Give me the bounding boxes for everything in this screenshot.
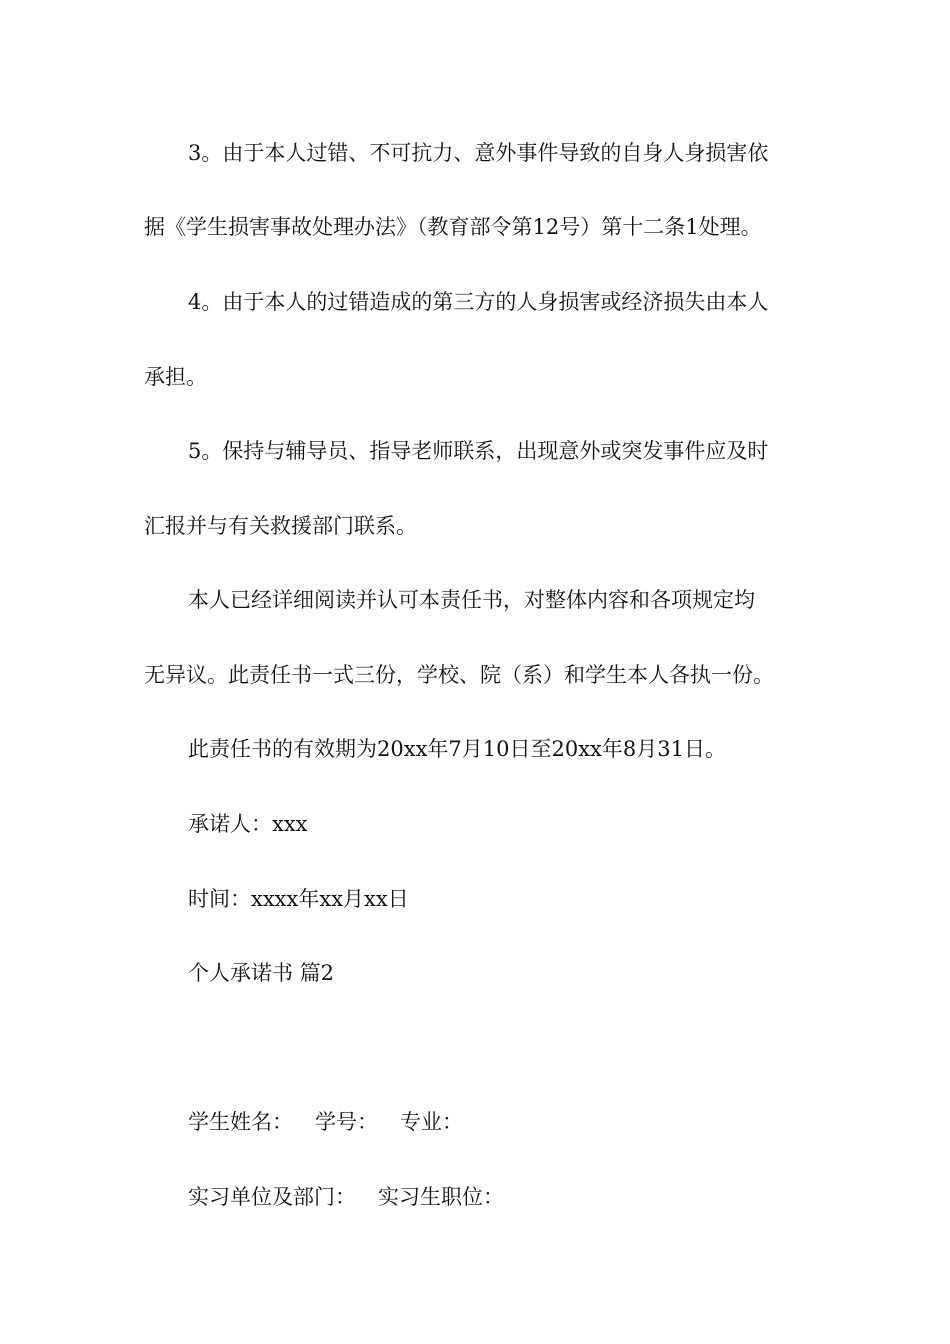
acknowledgement-line-1: 本人已经详细阅读并认可本责任书，对整体内容和各项规定均 bbox=[188, 588, 755, 612]
date-line: 时间：xxxx年xx月xx日 bbox=[188, 887, 409, 911]
paragraph-3-line-1: 3。由于本人过错、不可抗力、意外事件导致的自身人身损害依 bbox=[188, 141, 769, 165]
intern-position-label: 实习生职位： bbox=[378, 1185, 504, 1209]
promisor-line: 承诺人：xxx bbox=[188, 812, 308, 836]
student-id-label: 学号： bbox=[315, 1110, 378, 1134]
validity-period: 此责任书的有效期为20xx年7月10日至20xx年8月31日。 bbox=[188, 737, 726, 761]
paragraph-5-line-2: 汇报并与有关救援部门联系。 bbox=[144, 514, 417, 538]
student-info-row bbox=[0, 1108, 950, 1136]
paragraph-5-line-1: 5。保持与辅导员、指导老师联系，出现意外或突发事件应及时 bbox=[188, 439, 769, 463]
unit-department-label: 实习单位及部门： bbox=[188, 1185, 356, 1209]
acknowledgement-line-2: 无异议。此责任书一式三份，学校、院（系）和学生本人各执一份。 bbox=[144, 663, 774, 687]
internship-info-row bbox=[0, 1183, 950, 1211]
student-name-label: 学生姓名： bbox=[188, 1110, 293, 1134]
paragraph-3-line-2: 据《学生损害事故处理办法》（教育部令第12号）第十二条1处理。 bbox=[144, 215, 762, 239]
paragraph-4-line-2: 承担。 bbox=[144, 365, 207, 389]
section-title: 个人承诺书 篇2 bbox=[188, 961, 335, 985]
major-label: 专业： bbox=[400, 1110, 463, 1134]
paragraph-4-line-1: 4。由于本人的过错造成的第三方的人身损害或经济损失由本人 bbox=[188, 290, 769, 314]
